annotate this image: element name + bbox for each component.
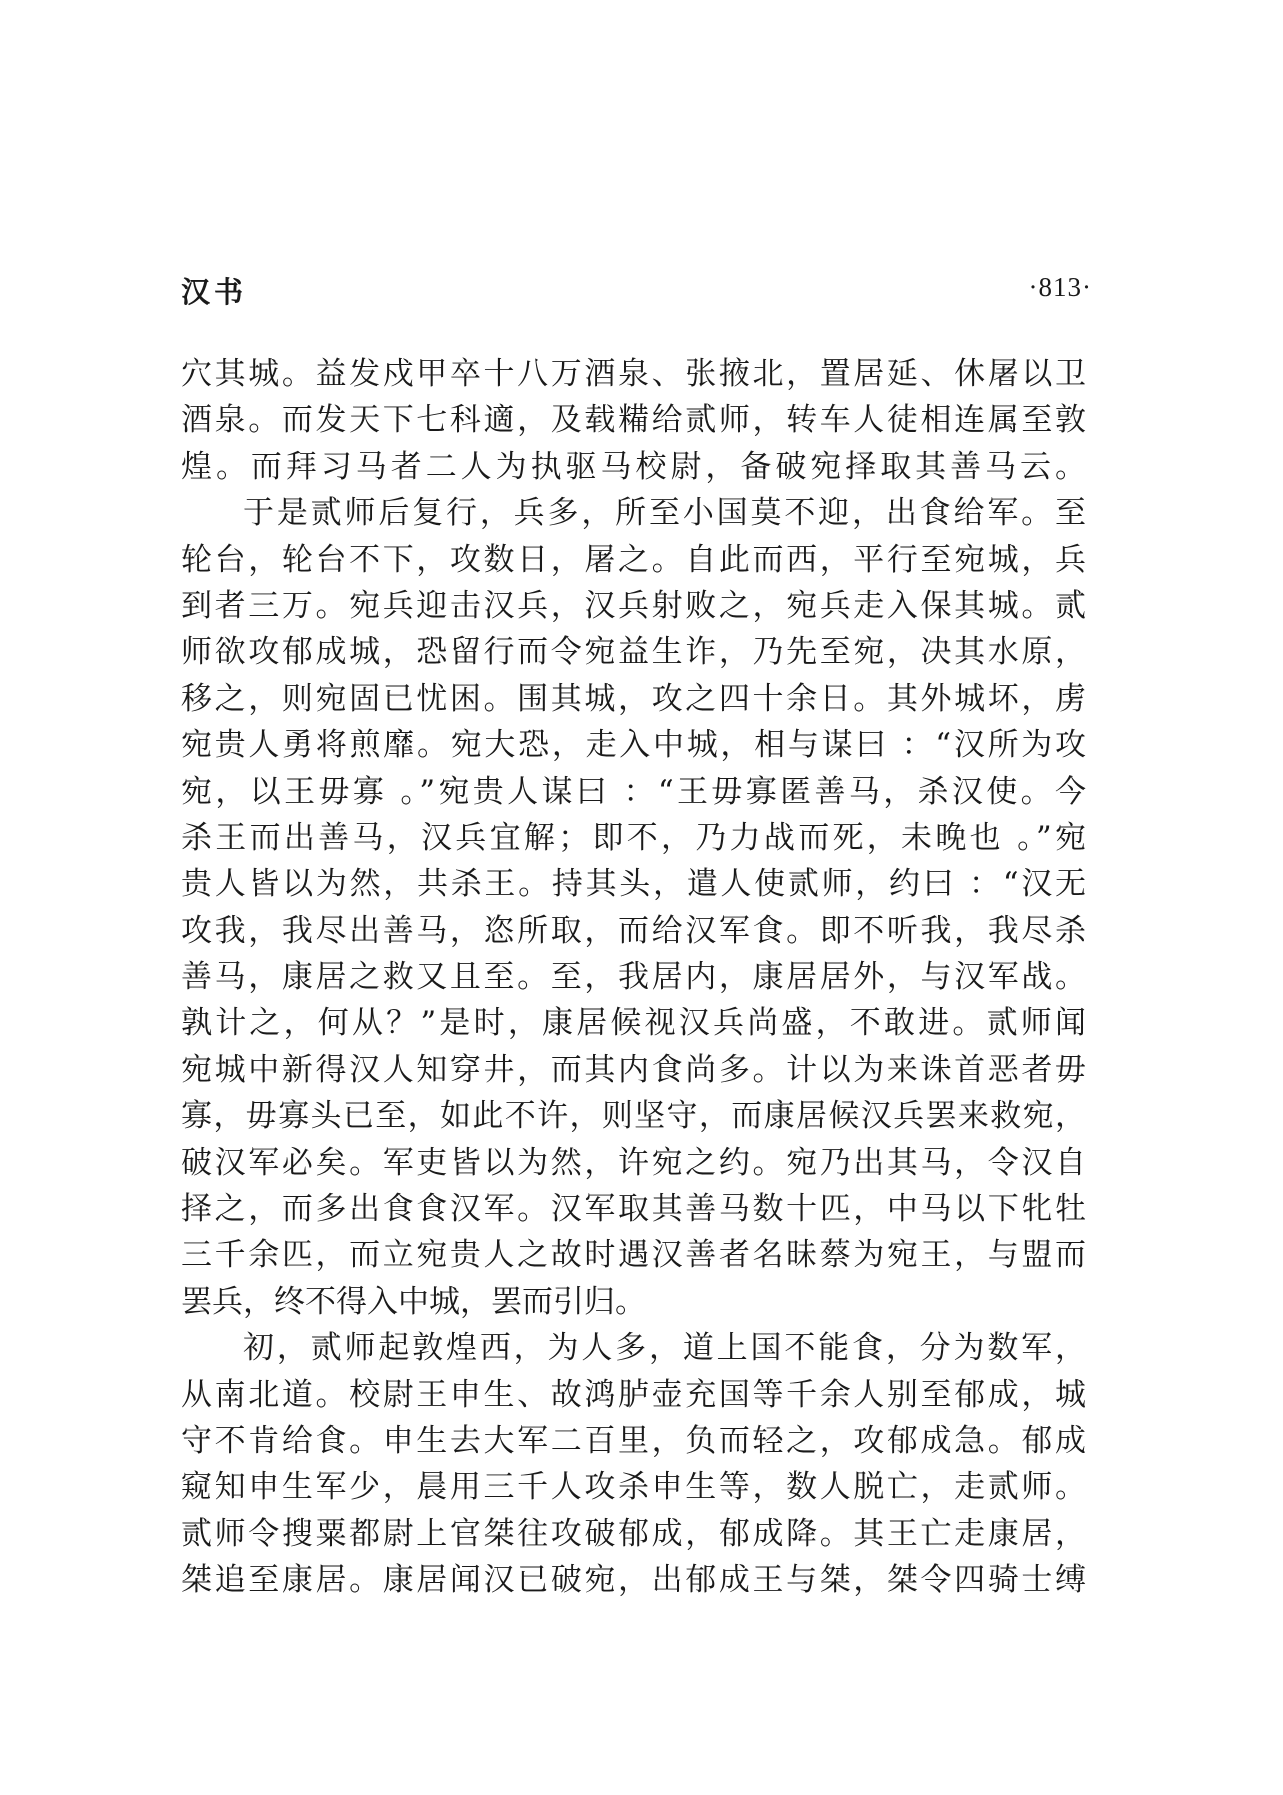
- text-line: 寡，毋寡头已至，如此不许，则坚守，而康居候汉兵罢来救宛，: [181, 1098, 1086, 1135]
- text-line: 破汉军必矣。军吏皆以为然，许宛之约。宛乃出其马，令汉自: [181, 1144, 1086, 1181]
- page-header: [181, 270, 1092, 318]
- text-line: 酒泉。而发天下七科適，及载糒给贰师，转车人徒相连属至敦: [181, 402, 1086, 439]
- text-line: 煌。而拜习马者二人为执驱马校尉，备破宛择取其善马云。: [181, 448, 1086, 485]
- body-text: [181, 351, 1086, 1604]
- text-line: 宛，以王毋寡 。”宛贵人谋曰 ：“王毋寡匿善马，杀汉使。今: [181, 773, 1086, 810]
- text-line: 窥知申生军少，晨用三千人攻杀申生等，数人脱亡，走贰师。: [181, 1469, 1086, 1506]
- text-line: 宛贵人勇将煎靡。宛大恐，走入中城，相与谋曰 ：“汉所为攻: [181, 727, 1086, 764]
- paragraph-first-line: 于是贰师后复行，兵多，所至小国莫不迎，出食给军。至: [243, 495, 1086, 532]
- text-line: 贰师令搜粟都尉上官桀往攻破郁成，郁成降。其王亡走康居，: [181, 1515, 1086, 1552]
- text-line: 宛城中新得汉人知穿井，而其内食尚多。计以为来诛首恶者毋: [181, 1051, 1086, 1088]
- text-line: 到者三万。宛兵迎击汉兵，汉兵射败之，宛兵走入保其城。贰: [181, 587, 1086, 624]
- text-line: 穴其城。益发戍甲卒十八万酒泉、张掖北，置居延、休屠以卫: [181, 356, 1086, 392]
- text-line: 攻我，我尽出善马，恣所取，而给汉军食。即不听我，我尽杀: [181, 912, 1086, 949]
- page-number: ·813·: [1028, 272, 1092, 302]
- text-line: 守不肯给食。申生去大军二百里，负而轻之，攻郁成急。郁成: [181, 1422, 1086, 1459]
- text-line: 从南北道。校尉王申生、故鸿胪壶充国等千余人别至郁成，城: [181, 1376, 1086, 1413]
- text-line: 善马，康居之救又且至。至，我居内，康居居外，与汉军战。: [181, 959, 1086, 996]
- text-line: 贵人皆以为然，共杀王。持其头，遣人使贰师，约曰 ：“汉无: [181, 866, 1086, 903]
- text-line: 孰计之，何从？”是时，康居候视汉兵尚盛，不敢进。贰师闻: [181, 1005, 1086, 1042]
- paragraph-last-line: 罢兵，终不得入中城，罢而引归。: [181, 1283, 646, 1320]
- text-line: 杀王而出善马，汉兵宜解；即不，乃力战而死，未晚也 。”宛: [181, 819, 1086, 856]
- book-title: 汉书: [181, 275, 248, 309]
- text-line: 桀追至康居。康居闻汉已破宛，出郁成王与桀，桀令四骑士缚: [181, 1562, 1086, 1599]
- text-line: 三千余匹，而立宛贵人之故时遇汉善者名昧蔡为宛王，与盟而: [181, 1237, 1086, 1274]
- paragraph-first-line: 初，贰师起敦煌西，为人多，道上国不能食，分为数军，: [243, 1330, 1086, 1367]
- text-line: 轮台，轮台不下，攻数日，屠之。自此而西，平行至宛城，兵: [181, 541, 1086, 578]
- text-line: 择之，而多出食食汉军。汉军取其善马数十匹，中马以下牝牡: [181, 1191, 1086, 1228]
- text-line: 移之，则宛固已忧困。围其城，攻之四十余日。其外城坏，虏: [181, 680, 1086, 717]
- text-line: 师欲攻郁成城，恐留行而令宛益生诈，乃先至宛，决其水原，: [181, 634, 1086, 671]
